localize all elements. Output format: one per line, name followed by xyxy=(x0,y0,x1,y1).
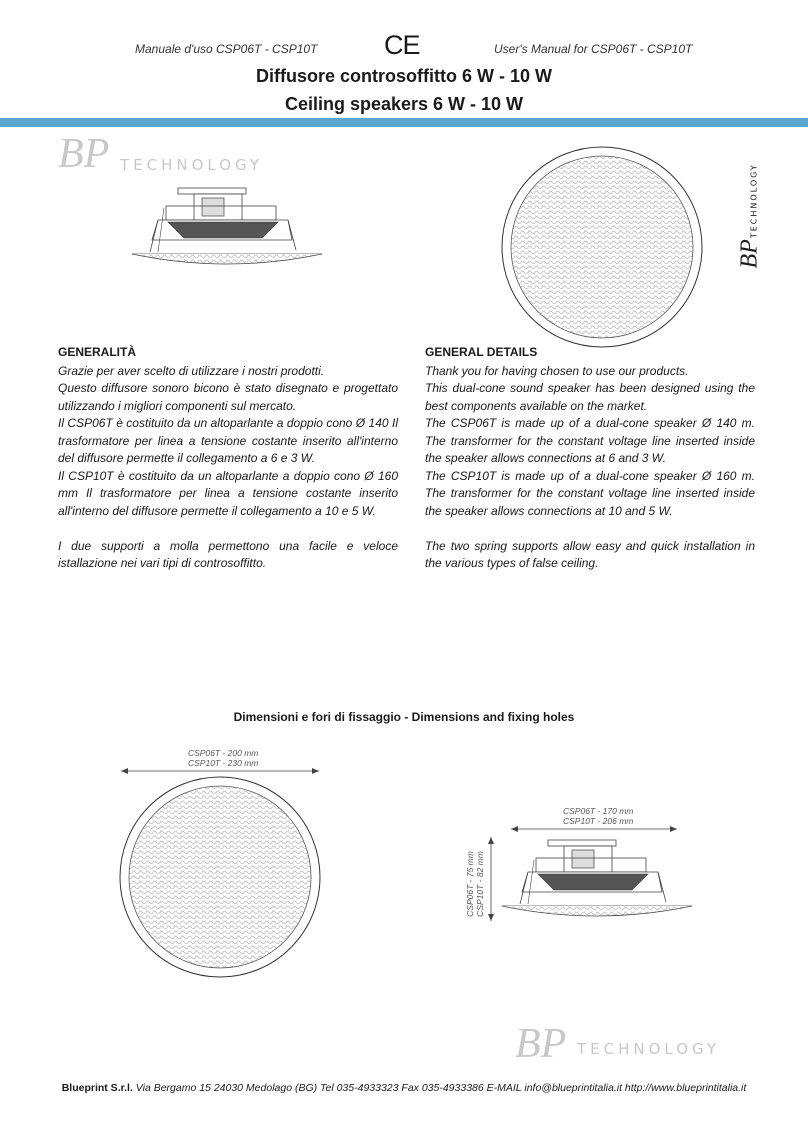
ce-mark: CE xyxy=(384,30,420,60)
speaker-side-view-top xyxy=(128,184,326,270)
italian-heading: GENERALITÀ xyxy=(58,345,136,359)
english-paragraph-3: The CSP06T is made up of a dual-cone speaker Ø 140 m. The transformer for the constant voltage line inserted inside the speaker allows connections at 6 and 3 W. xyxy=(425,416,755,465)
brand-logo-vertical xyxy=(700,130,800,269)
brand-technology-bottom: TECHNOLOGY xyxy=(577,1040,721,1058)
italian-paragraph-5: I due supporti a molla permettono una facile e veloce istallazione nei vari tipi di controsoffitto. xyxy=(58,538,398,570)
italian-paragraph-3: Il CSP06T è costituito da un altoparlante a doppio cono Ø 140 Il trasformatore per linea a tensione costante inserito all'interno del diffusore permette il collegamento a 6 e 3 W. xyxy=(58,416,398,465)
title-italian: Diffusore controsoffitto 6 W - 10 W xyxy=(256,66,552,86)
speaker-side-view-dimensioned xyxy=(498,836,696,922)
brand-logo-top xyxy=(58,130,308,180)
speaker-front-view-top xyxy=(500,145,704,349)
brand-bp-vertical: BP xyxy=(736,239,763,269)
english-paragraph-1: Thank you for having chosen to use our products. xyxy=(425,363,689,378)
brand-bp: BP xyxy=(58,131,110,177)
manual-title-italian: Manuale d'uso CSP06T - CSP10T xyxy=(135,42,318,56)
side-width-label-06: CSP06T - 170 mm xyxy=(563,806,634,816)
front-dim-label-10: CSP10T - 230 mm xyxy=(188,758,259,768)
title-english: Ceiling speakers 6 W - 10 W xyxy=(284,94,524,114)
accent-bar xyxy=(0,118,808,127)
side-width-label-10: CSP10T - 206 mm xyxy=(563,816,634,826)
front-dim-label-06: CSP06T - 200 mm xyxy=(188,748,259,758)
side-height-arrow xyxy=(486,834,496,924)
speaker-front-view-dimensioned xyxy=(118,775,322,979)
english-paragraph-2: This dual-cone sound speaker has been designed using the best components available on the market. xyxy=(425,381,755,413)
brand-technology-vertical: TECHNOLOGY xyxy=(749,163,759,239)
footer xyxy=(0,1082,808,1094)
side-width-arrow xyxy=(508,824,680,834)
italian-paragraph-2: Questo diffusore sonoro bicono è stato disegnato e progettato utilizzando i migliori componenti sul mercato. xyxy=(58,381,398,413)
italian-column xyxy=(58,344,398,573)
side-height-label-06: CSP06T - 75 mm xyxy=(465,851,475,917)
brand-bp-bottom: BP xyxy=(515,1021,567,1067)
english-heading: GENERAL DETAILS xyxy=(425,345,538,359)
side-height-label-10: CSP10T - 82 mm xyxy=(475,851,485,917)
manual-title-english: User's Manual for CSP06T - CSP10T xyxy=(494,42,693,56)
english-paragraph-4: The CSP10T is made up of a dual-cone speaker Ø 160 m. The transformer for the constant voltage line inserted inside the speaker allows connections at 10 and 5 W. xyxy=(425,468,755,518)
dimensions-heading: Dimensioni e fori di fissaggio - Dimensions and fixing holes xyxy=(233,710,575,724)
brand-logo-bottom xyxy=(515,1020,765,1070)
italian-paragraph-1: Grazie per aver scelto di utilizzare i nostri prodotti. xyxy=(58,363,325,378)
brand-technology: TECHNOLOGY xyxy=(120,156,264,174)
footer-company: Blueprint S.r.l. xyxy=(61,1082,133,1094)
english-column xyxy=(425,344,755,573)
footer-address: Via Bergamo 15 24030 Medolago (BG) Tel 035-4933323 Fax 035-4933386 E-MAIL info@blueprintitalia.it http://www.blueprintitalia.it xyxy=(135,1082,747,1094)
english-paragraph-5: The two spring supports allow easy and quick installation in the various types of false ceiling. xyxy=(425,538,755,570)
italian-paragraph-4: Il CSP10T è costituito da un altoparlante a doppio cono Ø 160 mm Il trasformatore per linea a tensione costante inserito all'interno del diffusore permette il collegamento a 10 e 5 W. xyxy=(58,468,398,518)
